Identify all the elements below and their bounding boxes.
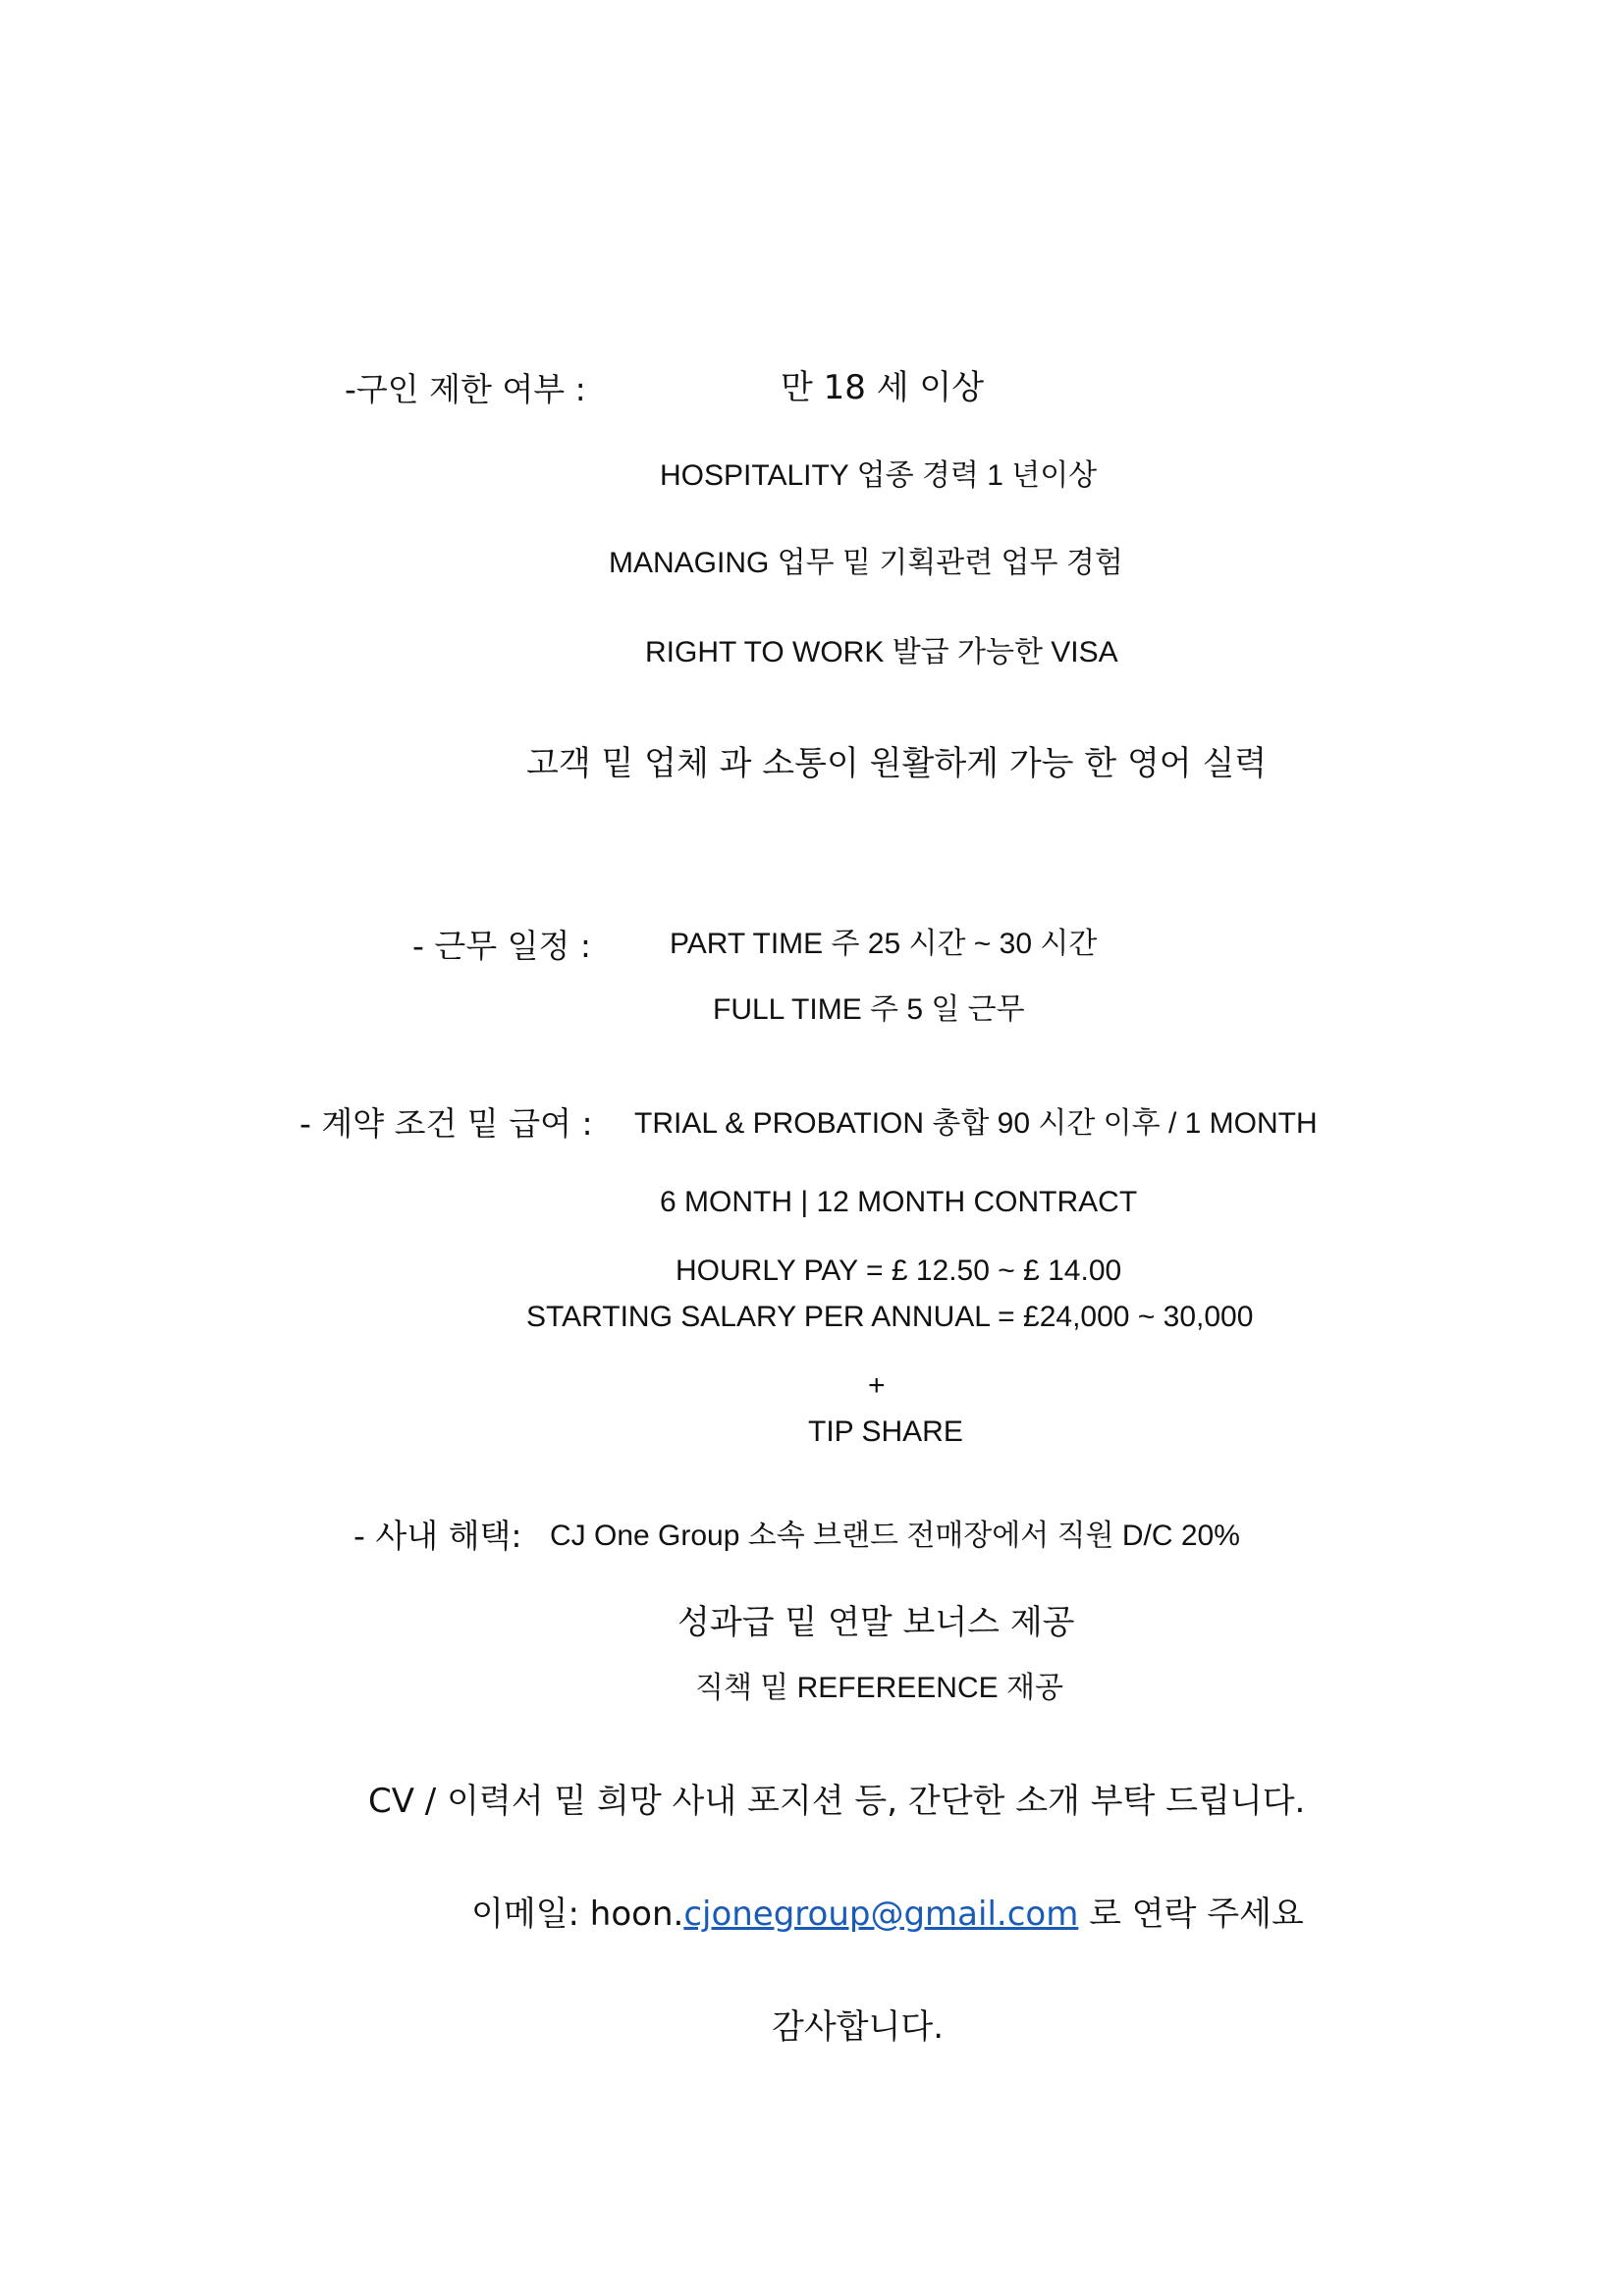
thanks: 감사합니다.: [772, 2007, 945, 2047]
benefits-label: - 사내 해택:: [353, 1517, 522, 1555]
eligibility-managing: MANAGING 업무 밑 기획관련 업무 경험: [609, 547, 1123, 579]
schedule-full-time: FULL TIME 주 5 일 근무: [713, 993, 1025, 1026]
eligibility-english: 고객 밑 업체 과 소통이 원활하게 가능 한 영어 실력: [526, 744, 1268, 783]
benefits-discount: CJ One Group 소속 브랜드 전매장에서 직원 D/C 20%: [550, 1520, 1240, 1552]
contract-hourly-pay: HOURLY PAY = £ 12.50 ~ £ 14.00: [676, 1255, 1122, 1287]
contract-term: 6 MONTH | 12 MONTH CONTRACT: [660, 1186, 1138, 1218]
contract-trial: TRIAL & PROBATION 총합 90 시간 이후 / 1 MONTH: [634, 1107, 1318, 1140]
schedule-part-time: PART TIME 주 25 시간 ~ 30 시간: [670, 928, 1098, 960]
benefits-bonus: 성과급 밑 연말 보너스 제공: [677, 1603, 1075, 1642]
cv-request: CV / 이력서 밑 희망 사내 포지션 등, 간단한 소개 부탁 드립니다.: [368, 1782, 1306, 1821]
schedule-label: - 근무 일정 :: [412, 927, 592, 965]
email-line: [471, 1895, 1304, 1934]
email-suffix: 로 연락 주세요: [1078, 1895, 1304, 1934]
eligibility-label: -구인 제한 여부 :: [345, 370, 586, 408]
contract-plus: +: [868, 1369, 886, 1402]
email-link[interactable]: cjonegroup@gmail.com: [683, 1895, 1079, 1934]
eligibility-visa: RIGHT TO WORK 발급 가능한 VISA: [645, 636, 1118, 668]
contract-starting-salary: STARTING SALARY PER ANNUAL = £24,000 ~ 30,000: [526, 1301, 1254, 1333]
contract-tip-share: TIP SHARE: [808, 1415, 963, 1448]
eligibility-age: 만 18 세 이상: [781, 368, 985, 407]
eligibility-experience: HOSPITALITY 업종 경력 1 년이상: [660, 459, 1098, 492]
email-prefix: 이메일: hoon.: [471, 1895, 684, 1934]
contract-label: - 계약 조건 밑 급여 :: [299, 1104, 593, 1143]
benefits-reference: 직책 밑 REFEREENCE 재공: [695, 1672, 1063, 1704]
